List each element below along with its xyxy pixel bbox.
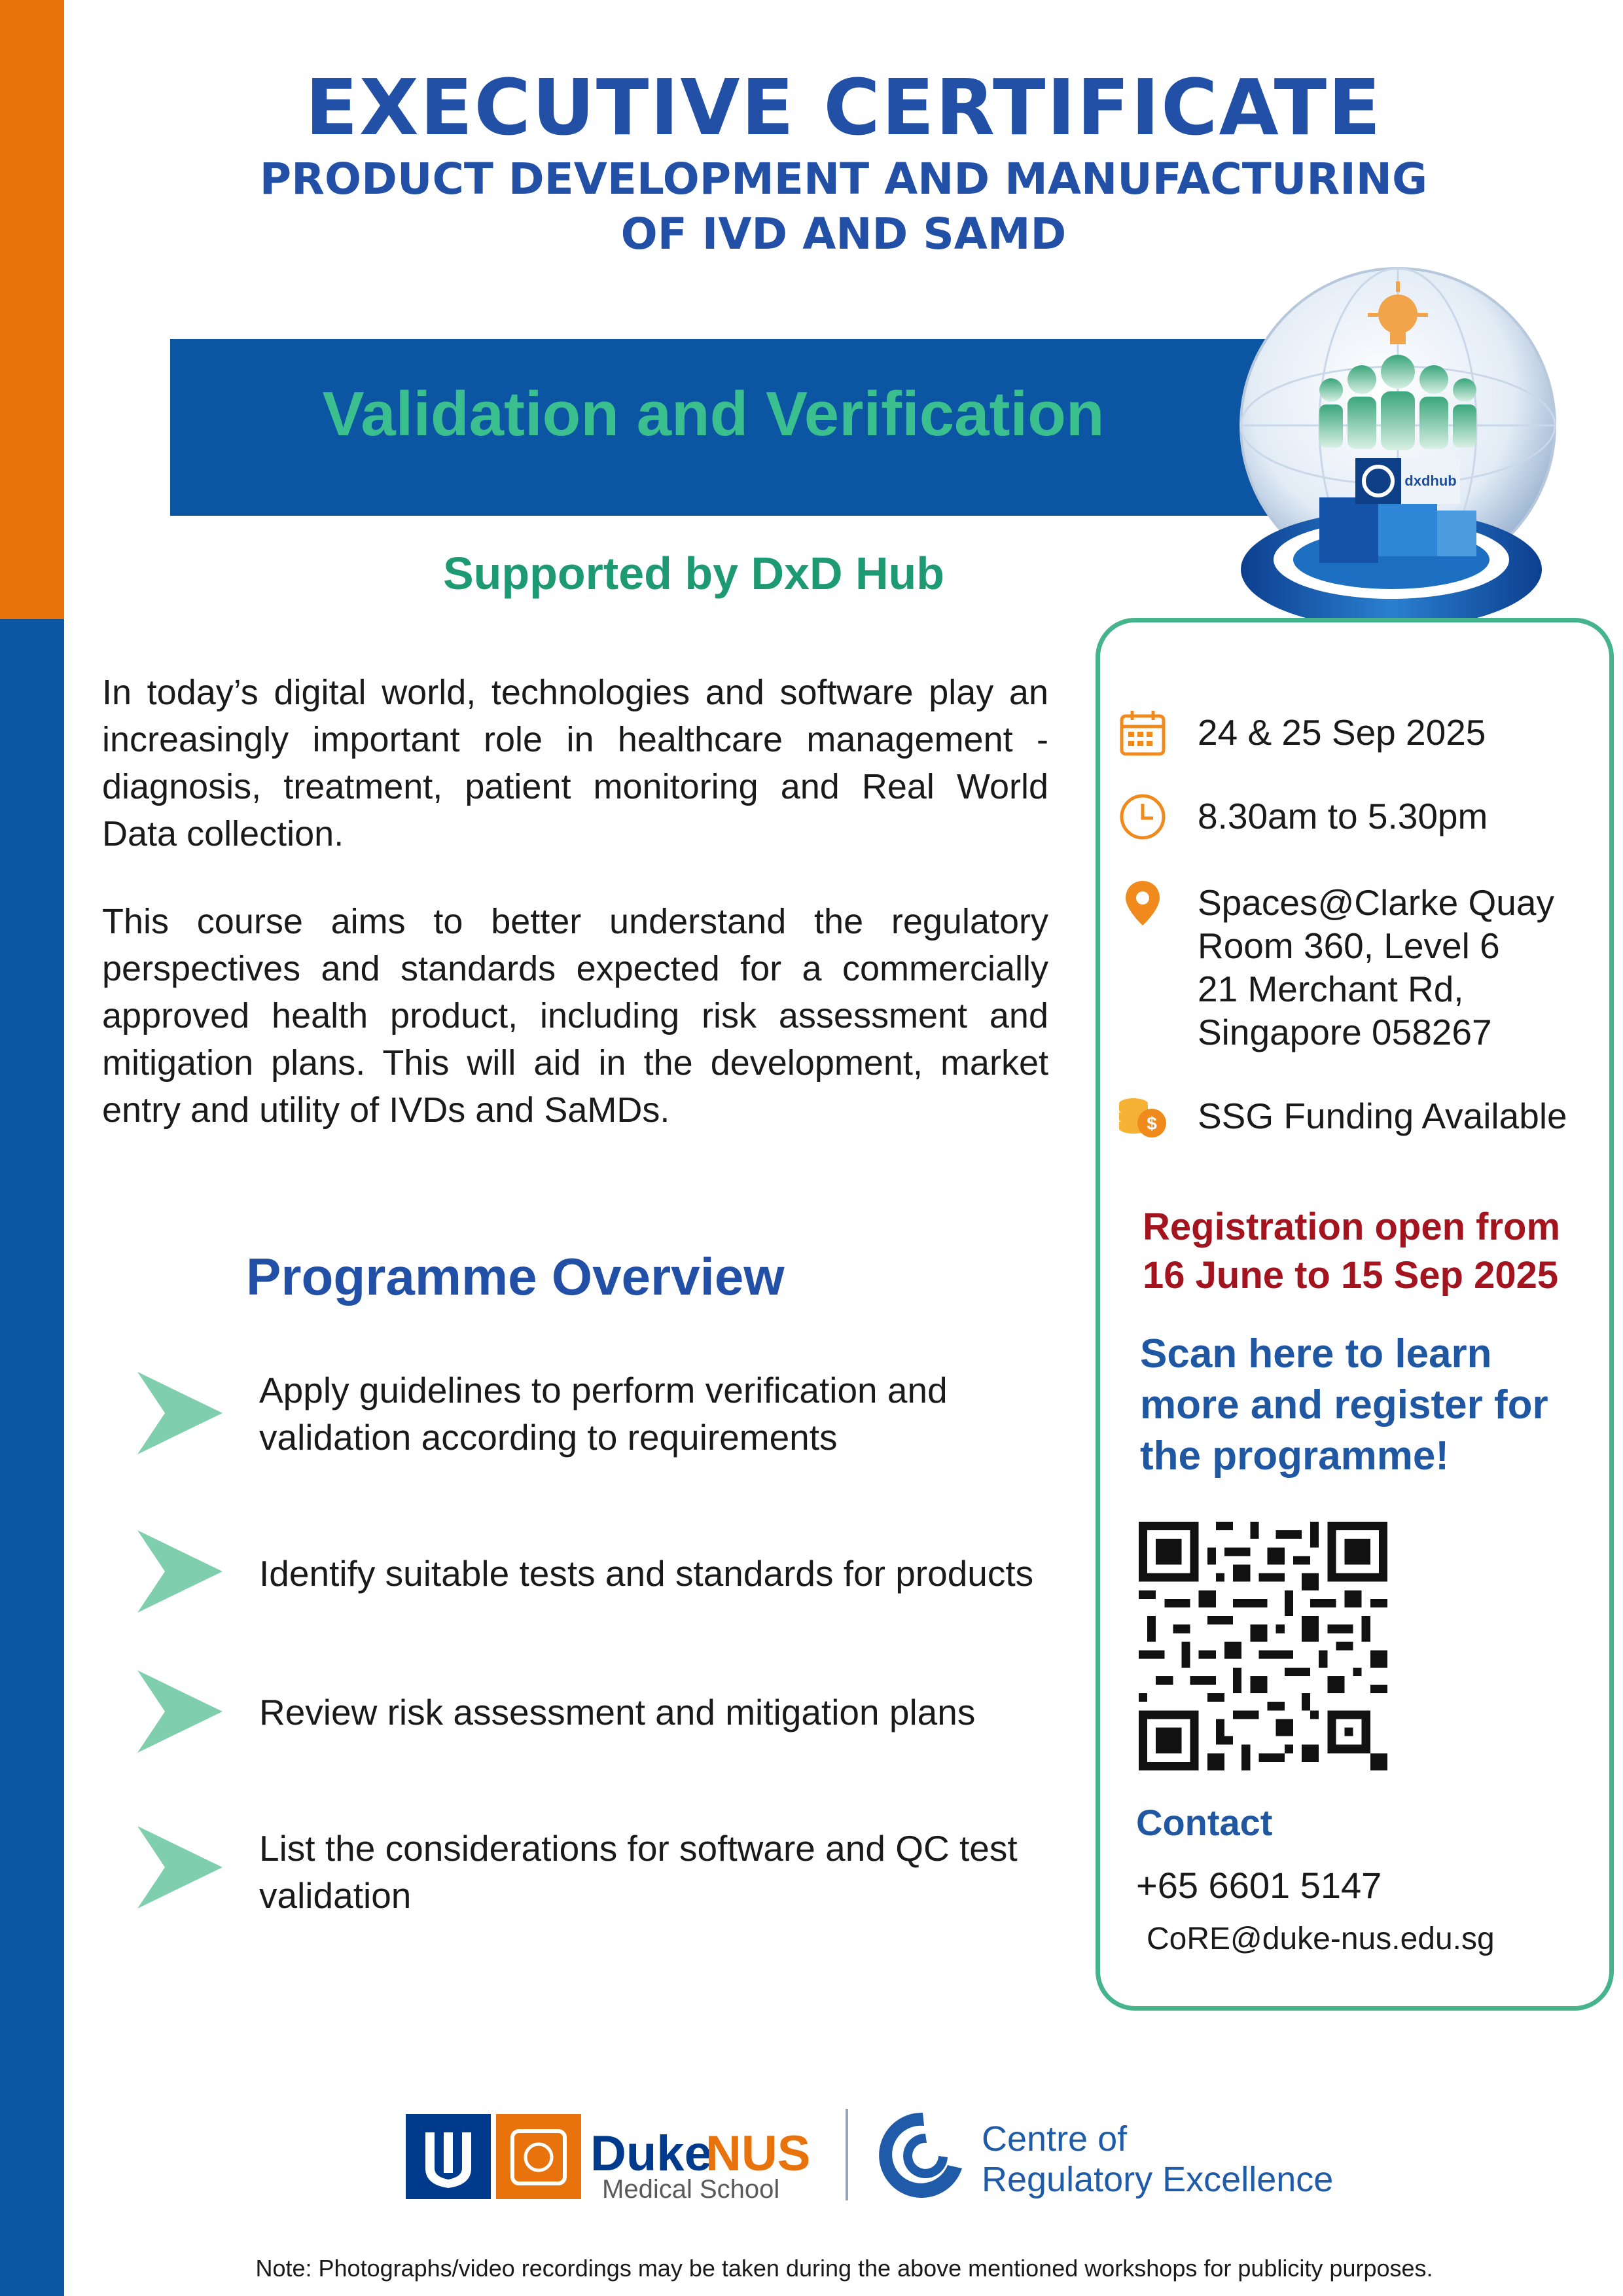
dxdhub-label: dxdhub — [1404, 473, 1457, 489]
core-logo — [870, 2106, 1342, 2204]
registration-qr-code[interactable] — [1139, 1522, 1387, 1770]
subtitle-line-1: PRODUCT DEVELOPMENT AND MANUFACTURING — [259, 154, 1428, 204]
registration-period — [1143, 1203, 1560, 1300]
venue-line-1: Spaces@Clarke Quay — [1198, 882, 1554, 923]
dxd-hub-globe-logo — [1221, 262, 1561, 655]
programme-item-3: Review risk assessment and mitigation plans — [259, 1692, 976, 1732]
scan-line-1: Scan here to learn — [1140, 1331, 1492, 1376]
venue-line-3: 21 Merchant Rd, — [1198, 969, 1464, 1009]
arrow-bullet-icon — [135, 1666, 225, 1757]
location-pin-icon — [1116, 877, 1169, 929]
duke-name-a: Duke — [590, 2126, 712, 2181]
footer-note: Note: Photographs/video recordings may be taken during the above mentioned workshops for publicity purposes. — [255, 2255, 1433, 2282]
topic-banner-title: Validation and Verification — [322, 379, 1105, 449]
duke-name-b: NUS — [705, 2126, 811, 2181]
scan-line-3: the programme! — [1140, 1433, 1449, 1479]
duke-sub: Medical School — [602, 2175, 780, 2204]
duke-nus-logo — [406, 2106, 812, 2204]
svg-text:$: $ — [1147, 1113, 1157, 1134]
programme-item-1: Apply guidelines to perform verification and validation according to requirements — [259, 1370, 948, 1458]
contact-phone[interactable]: +65 6601 5147 — [1136, 1865, 1382, 1906]
event-date: 24 & 25 Sep 2025 — [1198, 712, 1486, 753]
subtitle-line-2: OF IVD AND SAMD — [620, 209, 1067, 259]
intro-paragraph-2: This course aims to better understand the regulatory perspectives and standards expected for a commercially approved health product, including risk assessment and mitigation plans. This will aid in the development, market entry and utility of IVDs and SaMDs. — [102, 902, 1048, 1130]
orange-side-strip — [0, 0, 64, 619]
programme-overview-heading: Programme Overview — [246, 1247, 785, 1306]
page-subtitle — [64, 152, 1623, 262]
coins-icon — [1116, 1089, 1169, 1141]
logo-divider — [846, 2109, 848, 2200]
blue-side-strip — [0, 619, 64, 2296]
supported-by: Supported by DxD Hub — [442, 548, 945, 599]
contact-heading: Contact — [1136, 1802, 1273, 1843]
registration-line-2: 16 June to 15 Sep 2025 — [1143, 1254, 1559, 1297]
arrow-bullet-icon — [135, 1822, 225, 1912]
core-line-1: Centre of — [982, 2119, 1128, 2159]
event-time: 8.30am to 5.30pm — [1198, 796, 1488, 836]
contact-email[interactable]: CoRE@duke-nus.edu.sg — [1147, 1922, 1495, 1956]
registration-line-1: Registration open from — [1143, 1206, 1561, 1248]
programme-item-4: List the considerations for software and QC test validation — [259, 1828, 1018, 1916]
funding-text: SSG Funding Available — [1198, 1096, 1567, 1136]
page-title: EXECUTIVE CERTIFICATE — [305, 62, 1382, 152]
scan-line-2: more and register for — [1140, 1382, 1548, 1427]
venue-line-2: Room 360, Level 6 — [1198, 925, 1500, 966]
intro-paragraph-1: In today’s digital world, technologies and software play an increasingly important role in healthcare management - diagnosis, treatment, patient monitoring and Real World Data collection. — [102, 673, 1048, 853]
core-line-2: Regulatory Excellence — [982, 2160, 1334, 2199]
calendar-icon — [1116, 707, 1169, 759]
scan-prompt — [1140, 1329, 1548, 1482]
clock-icon — [1116, 791, 1169, 843]
programme-item-2: Identify suitable tests and standards for products — [259, 1553, 1034, 1594]
arrow-bullet-icon — [135, 1526, 225, 1617]
arrow-bullet-icon — [135, 1368, 225, 1458]
venue-line-4: Singapore 058267 — [1198, 1012, 1492, 1052]
event-venue — [1198, 881, 1554, 1054]
